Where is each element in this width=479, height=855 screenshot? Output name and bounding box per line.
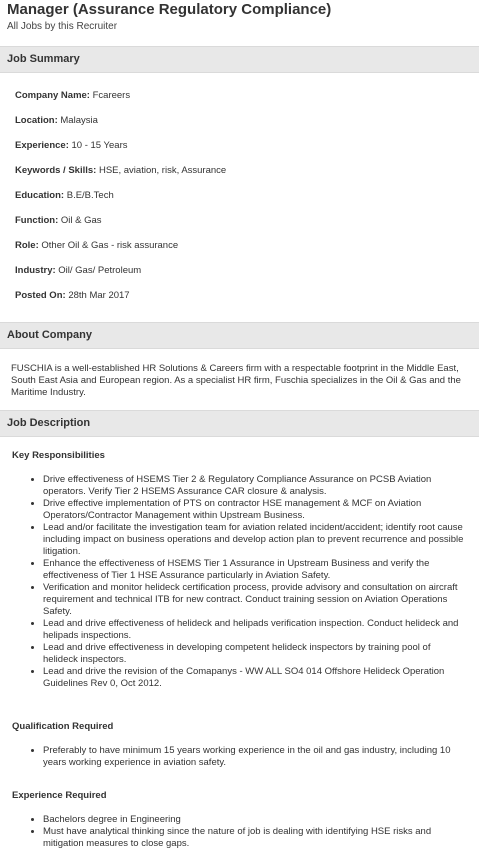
summary-label: Company Name:	[15, 90, 90, 101]
summary-value: Oil & Gas	[60, 215, 102, 226]
list-item: • Drive effectiveness of HSEMS Tier 2 & Regulatory Compliance Assurance on PCSB Aviation operators. Verify Tier 2 HSEMS Assurance CAR closure & analysis.	[43, 474, 465, 498]
summary-company-name	[15, 90, 130, 101]
summary-value: 10 - 15 Years	[71, 140, 128, 151]
summary-posted-on	[15, 290, 130, 301]
job-description-header	[0, 410, 479, 437]
qualification-list	[0, 745, 465, 769]
list-item: • Lead and/or facilitate the investigation team for aviation related incident/accident; identify root cause including impact on business operations and develop action plan to prevent recurrence and possible litigation.	[43, 522, 465, 558]
list-item: • Drive effective implementation of PTS on contractor HSE management & MCF on Aviation Operators/Contractor Management within Upstream Business.	[43, 498, 465, 522]
key-responsibilities-heading: Key Responsibilities	[12, 450, 105, 461]
summary-keywords	[15, 165, 226, 176]
list-item: • Lead and drive effectiveness of helideck and helipads verification inspection. Conduct helideck and helipads inspections.	[43, 618, 465, 642]
job-summary-heading: Job Summary	[7, 53, 80, 65]
summary-value: Fcareers	[92, 90, 131, 101]
summary-experience	[15, 140, 128, 151]
list-item: • Must have analytical thinking since the nature of job is dealing with identifying HSE risks and mitigation measures to close gaps.	[43, 826, 465, 850]
list-item: • Bachelors degree in Engineering	[43, 814, 465, 826]
about-company-header	[0, 322, 479, 349]
summary-label: Education:	[15, 190, 65, 201]
summary-location	[15, 115, 98, 126]
summary-education	[15, 190, 114, 201]
summary-value: HSE, aviation, risk, Assurance	[98, 165, 227, 176]
summary-role	[15, 240, 178, 251]
summary-value: Oil/ Gas/ Petroleum	[58, 265, 142, 276]
qualification-required-heading: Qualification Required	[12, 721, 114, 732]
experience-required-list	[0, 814, 465, 850]
experience-required-heading: Experience Required	[12, 790, 107, 801]
summary-value: 28th Mar 2017	[68, 290, 130, 301]
all-jobs-by-recruiter-link[interactable]: All Jobs by this Recruiter	[7, 21, 118, 32]
key-responsibilities-list	[0, 474, 465, 690]
summary-label: Role:	[15, 240, 39, 251]
about-company-text: FUSCHIA is a well-established HR Solutions & Careers firm with a respectable footprint in the Middle East, South East Asia and European region. As a specialist HR firm, Fuschia specializes in the Oil & Gas and the Maritime Industry.	[11, 363, 461, 398]
summary-label: Location:	[15, 115, 58, 126]
list-item: • Preferably to have minimum 15 years working experience in the oil and gas industry, including 10 years working experience in aviation safety.	[43, 745, 465, 769]
list-item: • Verification and monitor helideck certification process, provide advisory and consultation on aircraft requirement and technical ITB for new contract. Conduct training session on Aviation Operations Safety.	[43, 582, 465, 618]
job-title: Manager (Assurance Regulatory Compliance)	[7, 1, 332, 18]
summary-label: Industry:	[15, 265, 56, 276]
summary-value: B.E/B.Tech	[66, 190, 114, 201]
list-item: • Lead and drive the revision of the Comapanys - WW ALL SO4 014 Offshore Helideck Operation Guidelines Rev 0, Oct 2012.	[43, 666, 465, 690]
job-summary-header	[0, 46, 479, 73]
summary-industry	[15, 265, 141, 276]
list-item: • Enhance the effectiveness of HSEMS Tier 1 Assurance in Upstream Business and verify the effectiveness of Tier 1 HSE Assurance particularly in Aviation Safety.	[43, 558, 465, 582]
summary-value: Malaysia	[60, 115, 98, 126]
summary-function	[15, 215, 102, 226]
summary-label: Experience:	[15, 140, 69, 151]
summary-value: Other Oil & Gas - risk assurance	[41, 240, 179, 251]
job-description-heading: Job Description	[7, 417, 91, 429]
summary-label: Function:	[15, 215, 59, 226]
about-company-heading: About Company	[7, 329, 92, 341]
summary-label: Posted On:	[15, 290, 66, 301]
summary-label: Keywords / Skills:	[15, 165, 97, 176]
list-item: • Lead and drive effectiveness in developing competent helideck inspectors by training pool of helideck inspectors.	[43, 642, 465, 666]
